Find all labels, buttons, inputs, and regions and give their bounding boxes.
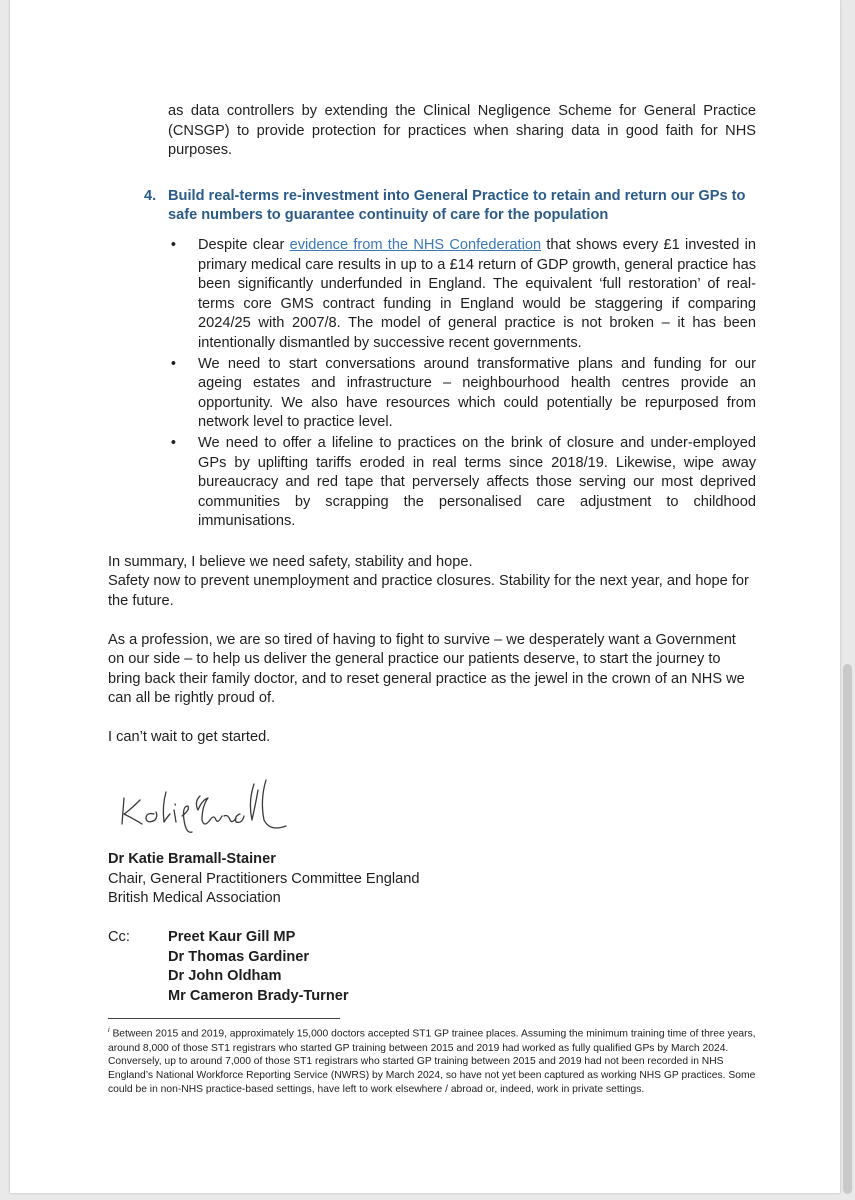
nhs-confederation-link[interactable]: evidence from the NHS Confederation [289,236,542,253]
bullet-icon: • [170,434,176,451]
footnote [108,1024,758,1096]
closing-line: I can’t wait to get started. [108,729,271,746]
section-number: 4. [144,187,157,204]
cc-label: Cc: [108,929,130,945]
page-content [108,102,756,1096]
cc-name: Dr John Oldham [168,968,282,985]
cc-name: Mr Cameron Brady-Turner [168,987,349,1004]
bullet-list [108,236,756,532]
cc-names [168,928,349,1006]
list-item: • We need to offer a lifeline to practices on the brink of closure and under-employed GPs by uplifting tariffs eroded in real terms since 2018/19. Likewise, wipe away bureaucracy and red tape that perversely affects those serving our most deprived communities by scrapping the personalised care adjustment to childhood immunisations. [108,434,756,532]
bullet-icon: • [170,236,176,253]
list-item: • We need to start conversations around transformative plans and funding for our ageing estates and infrastructure – neighbourhood health centres provide an opportunity. We also have resources which could potentially be repurposed from network level to practice level. [108,355,756,433]
cc-name: Preet Kaur Gill MP [168,929,296,945]
section-heading-text: Build real-terms re-investment into General Practice to retain and return our GPs to safe numbers to guarantee continuity of care for the population [168,187,746,224]
footnote-marker: i [108,1027,110,1035]
signatory-org: British Medical Association [108,890,281,907]
signature-image [118,776,308,838]
footnote-divider [108,1018,340,1019]
summary-line-2: Safety now to prevent unemployment and practice closures. Stability for the next year, and hope for the future. [108,573,749,610]
cc-block [108,928,756,1006]
profession-paragraph: As a profession, we are so tired of having to fight to survive – we desperately want a Government on our side – to help us deliver the general practice our patients deserve, to start the journey to bring back their family doctor, and to reset general practice as the jewel in the crown of an NHS we can all be rightly proud of. [108,631,745,707]
bullet-icon: • [170,355,176,372]
continuation-paragraph: as data controllers by extending the Clinical Negligence Scheme for General Practice (CNSGP) to provide protection for practices when sharing data in good faith for NHS purposes. [168,103,756,159]
footnote-text: Between 2015 and 2019, approximately 15,000 doctors accepted ST1 GP trainee places. Assuming the minimum training time of three years, around 8,000 of those ST1 registrars who started GP training between 2015 and 2019 had worked as fully qualified GPs by March 2024. Conversely, up to around 7,000 of those ST1 registrars who started GP training between 2015 and 2019 had not been recorded in NHS England’s National Workforce Reporting Service (NWRS) by March 2024, so have not yet been captured as working NHS GP practices. Some could be in non-NHS practice-based settings, have left to work elsewhere / abroad or, indeed, work in private settings. [108,1028,756,1095]
cc-name: Dr Thomas Gardiner [168,948,310,965]
summary-line-1: In summary, I believe we need safety, stability and hope. [108,553,473,570]
scrollbar-thumb[interactable] [843,664,852,1194]
list-item: • Despite clear evidence from the NHS Confederation that shows every £1 invested in primary medical care results in up to a £14 return of GDP growth, general practice has been significantly underfunded in England. The equivalent ‘full restoration’ of real-terms core GMS contract funding in England would be staggering if comparing 2024/25 with 2007/8. The model of general practice is not broken – it has been intentionally dismantled by successive recent governments. [108,236,756,354]
section-heading [108,187,756,226]
signatory-name: Dr Katie Bramall-Stainer [108,851,276,868]
signatory-title: Chair, General Practitioners Committee England [108,870,420,887]
document-page [10,0,840,1193]
